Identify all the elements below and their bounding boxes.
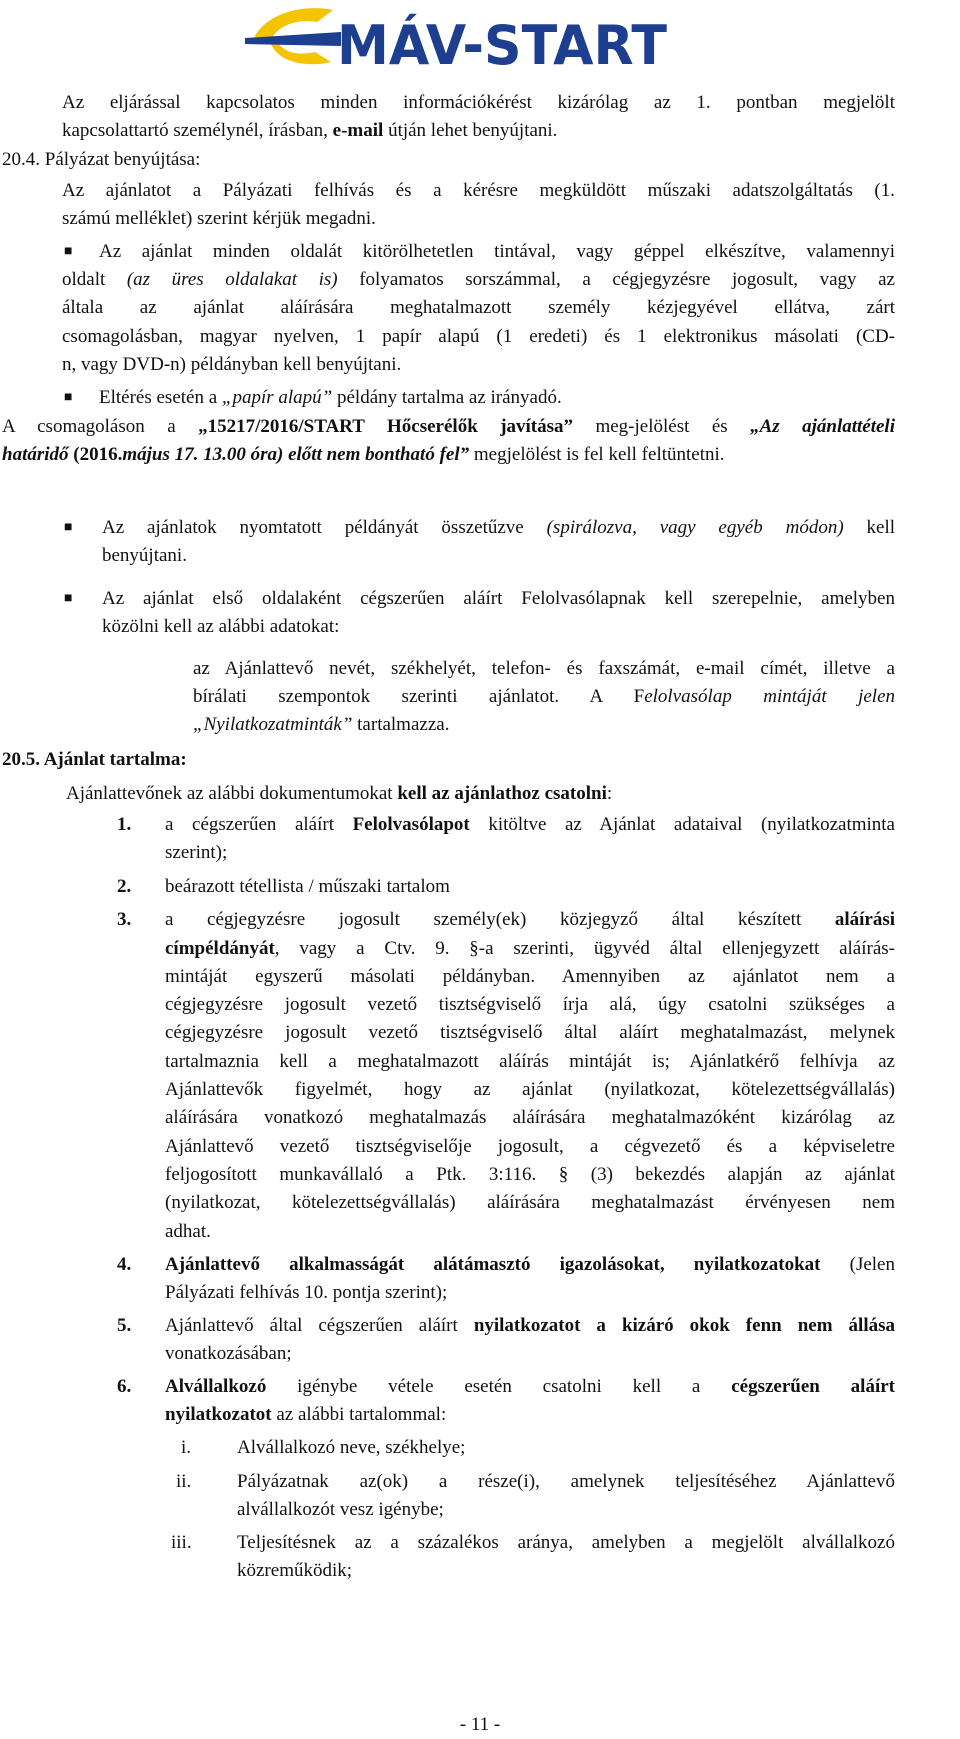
item-number: 6.	[117, 1376, 132, 1397]
bullet-1-line-3: általa az ajánlat aláírására meghatalmazott személy kézjegyével ellátva, zárt	[62, 297, 895, 318]
subitem-iii-line-2: közreműködik;	[237, 1560, 353, 1581]
packaging-line-2: határidő (2016.május 17. 13.00 óra) előtt nem bontható fel” megjelölést is fel kell feltüntetni.	[2, 444, 725, 465]
section-20-4-heading: 20.4. Pályázat benyújtása:	[2, 149, 201, 170]
bullet-4-line-1: Az ajánlat első oldalaként cégszerűen aláírt Felolvasólapnak kell szerepelnie, amelyben	[102, 588, 895, 609]
bullet-1-line-1: Az ajánlat minden oldalát kitörölhetetlen tintával, vagy géppel elkészítve, valamennyi	[99, 241, 895, 262]
bullet-4-line-2: közölni kell az alábbi adatokat:	[102, 616, 340, 637]
item-number: 5.	[117, 1315, 132, 1336]
bullet-3-line-2: benyújtani.	[102, 545, 187, 566]
page-number: - 11 -	[459, 1714, 501, 1735]
bullet-3-line-1: Az ajánlatok nyomtatott példányát összetűzve (spirálozva, vagy egyéb módon) kell	[102, 517, 896, 538]
bullet-1-line-2: oldalt (az üres oldalakat is) folyamatos sorszámmal, a cégjegyzésre jogosult, vagy az	[62, 269, 895, 290]
s205-intro: Ajánlattevőnek az alábbi dokumentumokat kell az ajánlathoz csatolni:	[66, 783, 613, 804]
bullet-square-icon: ■	[64, 244, 73, 259]
item-6-line-1: Alvállalkozó igénybe vétele esetén csatolni kell a cégszerűen aláírt	[165, 1376, 896, 1397]
item-2-line-1: beárazott tétellista / műszaki tartalom	[165, 876, 450, 897]
logo-emblem	[245, 8, 341, 64]
item-5-line-1: Ajánlattevő által cégszerűen aláírt nyilatkozatot a kizáró okok fenn nem állása	[165, 1315, 896, 1336]
section-20-5-heading: 20.5. Ajánlat tartalma:	[2, 749, 187, 770]
item-3-line-3: mintáját egyszerű másolati példányban. Amennyiben az ajánlatot nem a	[165, 966, 895, 987]
subitem-ii-line-2: alvállalkozót vesz igénybe;	[237, 1499, 444, 1520]
indent-line-1: az Ajánlattevő nevét, székhelyét, telefon- és faxszámát, e-mail címét, illetve a	[193, 658, 895, 679]
item-3-line-6: tartalmaznia kell a meghatalmazott aláírás mintáját is; Ajánlatkérő felhívja az	[165, 1051, 895, 1072]
item-1-line-1: a cégszerűen aláírt Felolvasólapot kitöltve az Ajánlat adataival (nyilatkozatminta	[165, 814, 895, 835]
intro-line-2: kapcsolattartó személynél, írásban, e-mail útján lehet benyújtani.	[62, 120, 558, 141]
bullet-square-icon: ■	[64, 520, 73, 535]
subitem-i: Alvállalkozó neve, székhelye;	[237, 1437, 466, 1458]
mav-start-logo	[245, 2, 675, 74]
item-3-line-10: feljogosított munkavállaló a Ptk. 3:116. § (3) bekezdés alapján az ajánlat	[165, 1164, 895, 1185]
subitem-ii-line-1: Pályázatnak az(ok) a része(i), amelynek teljesítéséhez Ajánlattevő	[237, 1471, 895, 1492]
item-3-line-9: Ajánlattevő vezető tisztségviselője jogosult, a cégvezető és a képviseletre	[165, 1136, 895, 1157]
subitem-number: iii.	[171, 1532, 192, 1553]
item-3-line-8: aláírására vonatkozó meghatalmazás aláírására meghatalmazóként kizárólag az	[165, 1107, 895, 1128]
indent-line-3: „Nyilatkozatminták” tartalmazza.	[193, 714, 450, 735]
s204-line-2: számú melléklet) szerint kérjük megadni.	[62, 208, 376, 229]
subitem-iii-line-1: Teljesítésnek az a százalékos aránya, amelyben a megjelölt alvállalkozó	[237, 1532, 895, 1553]
indent-line-2: bírálati szempontok szerinti ajánlatot. A Felolvasólap mintáját jelen	[193, 686, 895, 707]
item-3-line-7: Ajánlattevők figyelmét, hogy az ajánlat (nyilatkozat, kötelezettségvállalás)	[165, 1079, 895, 1100]
item-number: 2.	[117, 876, 132, 897]
item-4-line-1: Ajánlattevő alkalmasságát alátámasztó igazolásokat, nyilatkozatokat (Jelen	[165, 1254, 895, 1275]
bullet-1-line-5: n, vagy DVD-n) példányban kell benyújtani.	[62, 354, 402, 375]
item-6-line-2: nyilatkozatot az alábbi tartalommal:	[165, 1404, 447, 1425]
packaging-line-1: A csomagoláson a „15217/2016/START Hőcserélők javítása” meg-jelölést és „Az ajánlattételi	[2, 416, 895, 437]
item-3-line-11: (nyilatkozat, kötelezettségvállalás) aláírására meghatalmazást érvényesen nem	[165, 1192, 895, 1213]
bullet-square-icon: ■	[64, 390, 73, 405]
item-3-line-1: a cégjegyzésre jogosult személy(ek) közjegyző által készített aláírási	[165, 909, 895, 930]
item-number: 4.	[117, 1254, 132, 1275]
bullet-square-icon: ■	[64, 591, 73, 606]
subitem-number: i.	[181, 1437, 192, 1458]
subitem-number: ii.	[176, 1471, 192, 1492]
s204-line-1: Az ajánlatot a Pályázati felhívás és a kérésre megküldött műszaki adatszolgáltatás (1.	[62, 180, 895, 201]
item-number: 3.	[117, 909, 132, 930]
item-1-line-2: szerint);	[165, 842, 228, 863]
email-label: e-mail	[332, 120, 384, 141]
bullet-1-line-4: csomagolásban, magyar nyelven, 1 papír alapú (1 eredeti) és 1 elektronikus másolati (CD-	[62, 326, 895, 347]
item-5-line-2: vonatkozásában;	[165, 1343, 292, 1364]
logo-text: MÁV-START	[337, 14, 668, 74]
item-3-line-5: cégjegyzésre jogosult vezető tisztségviselő által aláírt meghatalmazást, melynek	[165, 1022, 895, 1043]
item-3-line-12: adhat.	[165, 1221, 211, 1242]
item-3-line-4: cégjegyzésre jogosult vezető tisztségviselő írja alá, úgy csatolni szükséges a	[165, 994, 895, 1015]
item-4-line-2: Pályázati felhívás 10. pontja szerint);	[165, 1282, 448, 1303]
intro-line-1: Az eljárással kapcsolatos minden információkérést kizárólag az 1. pontban megjelölt	[62, 92, 895, 113]
item-3-line-2: címpéldányát, vagy a Ctv. 9. §-a szerinti, ügyvéd által ellenjegyzett aláírás-	[165, 938, 895, 959]
item-number: 1.	[117, 814, 132, 835]
bullet-2: Eltérés esetén a „papír alapú” példány tartalma az irányadó.	[99, 387, 562, 408]
